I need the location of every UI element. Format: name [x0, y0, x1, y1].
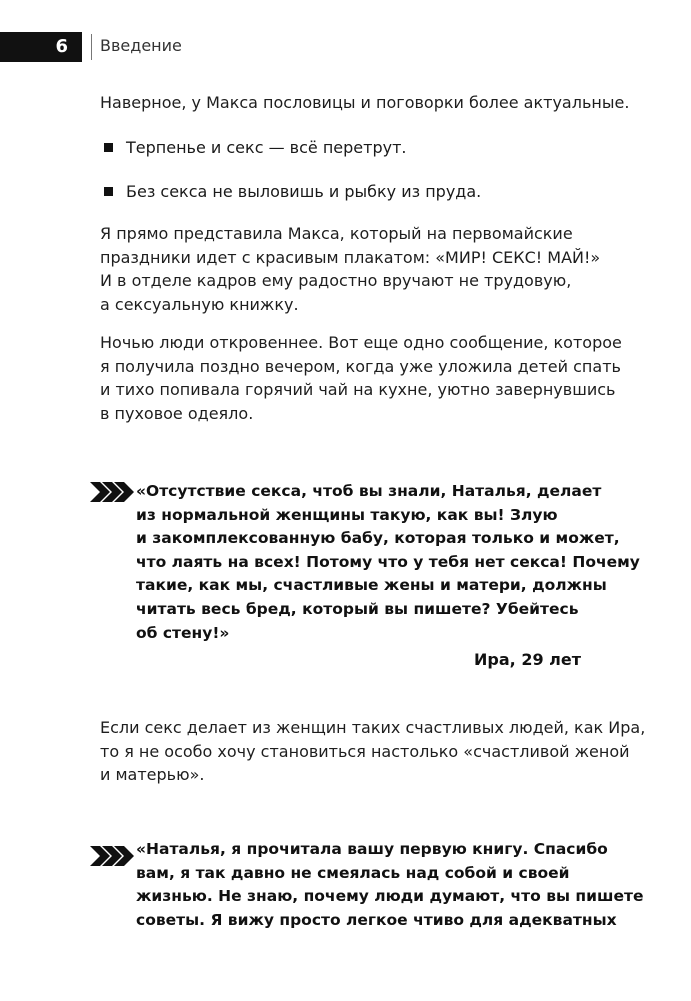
bullet-text: Без секса не выловишь и рыбку из пруда.	[126, 182, 482, 201]
quote-line: такие, как мы, счастливые жены и матери, должны	[136, 576, 607, 595]
text-line: Ночью люди откровеннее. Вот еще одно сообщение, которое	[100, 333, 622, 352]
paragraph-2	[100, 222, 601, 316]
paragraph-3	[100, 331, 622, 425]
quote-line: читать весь бред, который вы пишете? Убейтесь	[136, 599, 579, 618]
text-line: Если секс делает из женщин таких счастливых людей, как Ира,	[100, 718, 646, 737]
bullet-square-icon	[104, 187, 113, 196]
text-line: праздники идет с красивым плакатом: «МИР! СЕКС! МАЙ!»	[100, 247, 601, 267]
paragraph-4	[100, 716, 646, 787]
quote-line: и закомплексованную бабу, которая только и может,	[136, 529, 620, 548]
quote-line: об стену!»	[136, 623, 230, 642]
quote-line: что лаять на всех! Потому что у тебя нет секса! Почему	[136, 552, 640, 571]
triple-arrow-icon	[90, 846, 134, 866]
text-line: в пуховое одеяло.	[100, 403, 254, 423]
text-line: и матерью».	[100, 765, 205, 784]
quote-line: жизнью. Не знаю, почему люди думают, что вы пишете	[136, 887, 644, 906]
quote-text	[136, 480, 640, 645]
quote-text	[136, 838, 643, 932]
text-line: И в отделе кадров ему радостно вручают не трудовую,	[100, 271, 572, 290]
header-divider	[91, 34, 92, 60]
page-number-badge	[0, 32, 82, 62]
quote-line: из нормальной женщины такую, как вы! Злую	[136, 505, 558, 524]
text-line: Я прямо представила Макса, который на первомайские	[100, 224, 573, 243]
section-title: Введение	[100, 36, 182, 55]
text-line: я получила поздно вечером, когда уже уложила детей спать	[100, 356, 621, 376]
quote-line: «Наталья, я прочитала вашу первую книгу. Спасибо	[136, 840, 608, 858]
quote-author: Ира, 29 лет	[474, 650, 581, 669]
quote-line: «Отсутствие секса, чтоб вы знали, Наталья, делает	[136, 482, 602, 500]
text-line: то я не особо хочу становиться настолько «счастливой женой	[100, 741, 630, 761]
triple-arrow-icon	[90, 482, 134, 502]
quote-line: вам, я так давно не смеялась над собой и своей	[136, 863, 570, 882]
text-line: и тихо попивала горячий чай на кухне, уютно завернувшись	[100, 380, 616, 399]
text-line: Наверное, у Макса пословицы и поговорки более актуальные.	[100, 93, 630, 112]
bullet-square-icon	[104, 143, 113, 152]
page-number: 6	[55, 36, 68, 57]
bullet-text: Терпенье и секс — всё перетрут.	[126, 138, 407, 157]
text-line: а сексуальную книжку.	[100, 294, 299, 314]
paragraph-1	[100, 91, 630, 115]
quote-line: советы. Я вижу просто легкое чтиво для адекватных	[136, 910, 617, 929]
